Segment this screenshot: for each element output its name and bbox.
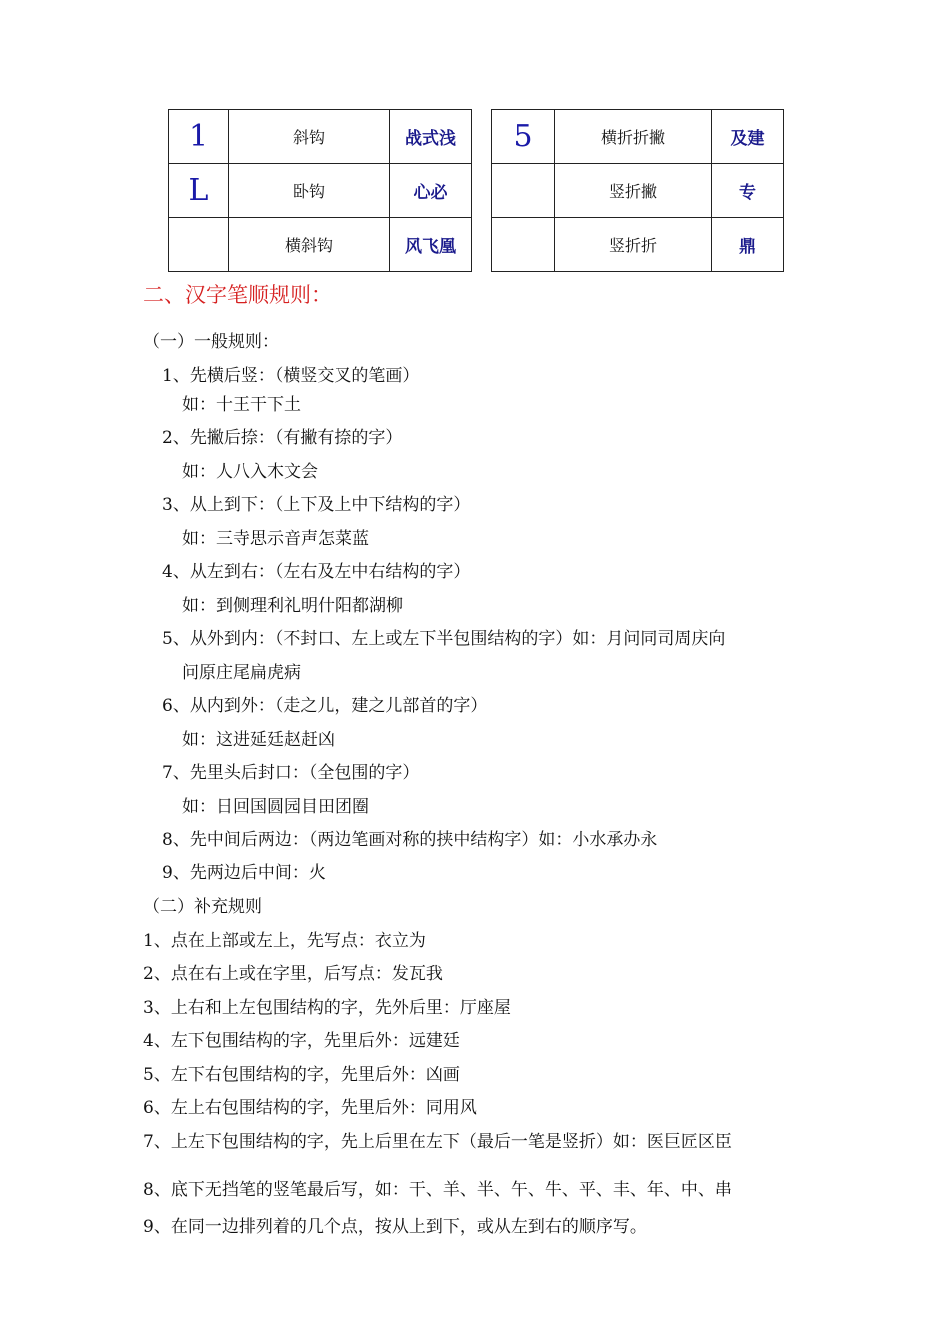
rule-line: 7、先里头后封口：（全包围的字） — [162, 763, 420, 783]
supplement-rules-title: （二）补充规则 — [143, 897, 262, 917]
stroke-number — [492, 218, 555, 272]
rule-line: 8、先中间后两边：（两边笔画对称的挟中结构字）如：小水承办永 — [162, 830, 658, 850]
stroke-name: 横斜钩 — [229, 218, 390, 272]
supplement-item: 3、上右和上左包围结构的字，先外后里：厅座屋 — [143, 998, 511, 1018]
stroke-name: 竖折折 — [555, 218, 712, 272]
supplement-item: 6、左上右包围结构的字，先里后外：同用风 — [143, 1098, 477, 1118]
rule-example: 如：三寺思示音声怎菜蓝 — [182, 529, 369, 549]
table-gap — [472, 110, 492, 272]
stroke-number: 1 — [169, 110, 229, 164]
rule-line: 2、先撇后捺：（有撇有捺的字） — [162, 428, 403, 448]
stroke-number — [492, 164, 555, 218]
rule-example: 如：日回国圆园目田团圈 — [182, 797, 369, 817]
stroke-example: 鼎 — [712, 218, 784, 272]
supplement-item: 9、在同一边排列着的几个点，按从上到下，或从左到右的顺序写。 — [143, 1217, 647, 1237]
rule-line: 9、先两边后中间：火 — [162, 863, 326, 883]
stroke-example: 及建 — [712, 110, 784, 164]
section-heading: 二、汉字笔顺规则： — [143, 283, 332, 307]
supplement-item: 8、底下无挡笔的竖笔最后写，如：干、羊、半、午、牛、平、丰、年、中、串 — [143, 1180, 732, 1200]
supplement-item: 1、点在上部或左上，先写点：衣立为 — [143, 931, 426, 951]
rule-line: 3、从上到下：（上下及上中下结构的字） — [162, 495, 471, 515]
supplement-item: 2、点在右上或在字里，后写点：发瓦我 — [143, 964, 443, 984]
rule-example: 如：这进延廷赵赶凶 — [182, 730, 335, 750]
stroke-number: 5 — [492, 110, 555, 164]
stroke-name: 竖折撇 — [555, 164, 712, 218]
stroke-name: 斜钩 — [229, 110, 390, 164]
supplement-item: 4、左下包围结构的字，先里后外：远建廷 — [143, 1031, 460, 1051]
stroke-name: 卧钩 — [229, 164, 390, 218]
rule-line: 6、从内到外：（走之儿，建之儿部首的字） — [162, 696, 488, 716]
rule-line: 1、先横后竖：（横竖交叉的笔画） — [162, 366, 420, 386]
table-row — [169, 110, 784, 164]
stroke-name: 横折折撇 — [555, 110, 712, 164]
rule-line: 4、从左到右：（左右及左中右结构的字） — [162, 562, 471, 582]
supplement-item: 5、左下右包围结构的字，先里后外：凶画 — [143, 1065, 460, 1085]
stroke-example: 战式浅 — [390, 110, 472, 164]
rule-example: 问原庄尾扁虎病 — [182, 663, 301, 683]
rule-example: 如：人八入木文会 — [182, 462, 318, 482]
stroke-example: 心必 — [390, 164, 472, 218]
supplement-item: 7、上左下包围结构的字，先上后里在左下（最后一笔是竖折）如：医巨匠区臣 — [143, 1132, 732, 1152]
general-rules-title: （一）一般规则： — [143, 332, 279, 352]
stroke-number — [169, 218, 229, 272]
stroke-example: 风飞凰 — [390, 218, 472, 272]
rule-line: 5、从外到内：（不封口、左上或左下半包围结构的字）如：月问同司周庆向 — [162, 629, 726, 649]
stroke-table — [168, 109, 784, 272]
rule-example: 如：十王干下土 — [182, 395, 301, 415]
stroke-example: 专 — [712, 164, 784, 218]
stroke-number: L — [169, 164, 229, 218]
rule-example: 如：到侧理利礼明什阳都湖柳 — [182, 596, 403, 616]
